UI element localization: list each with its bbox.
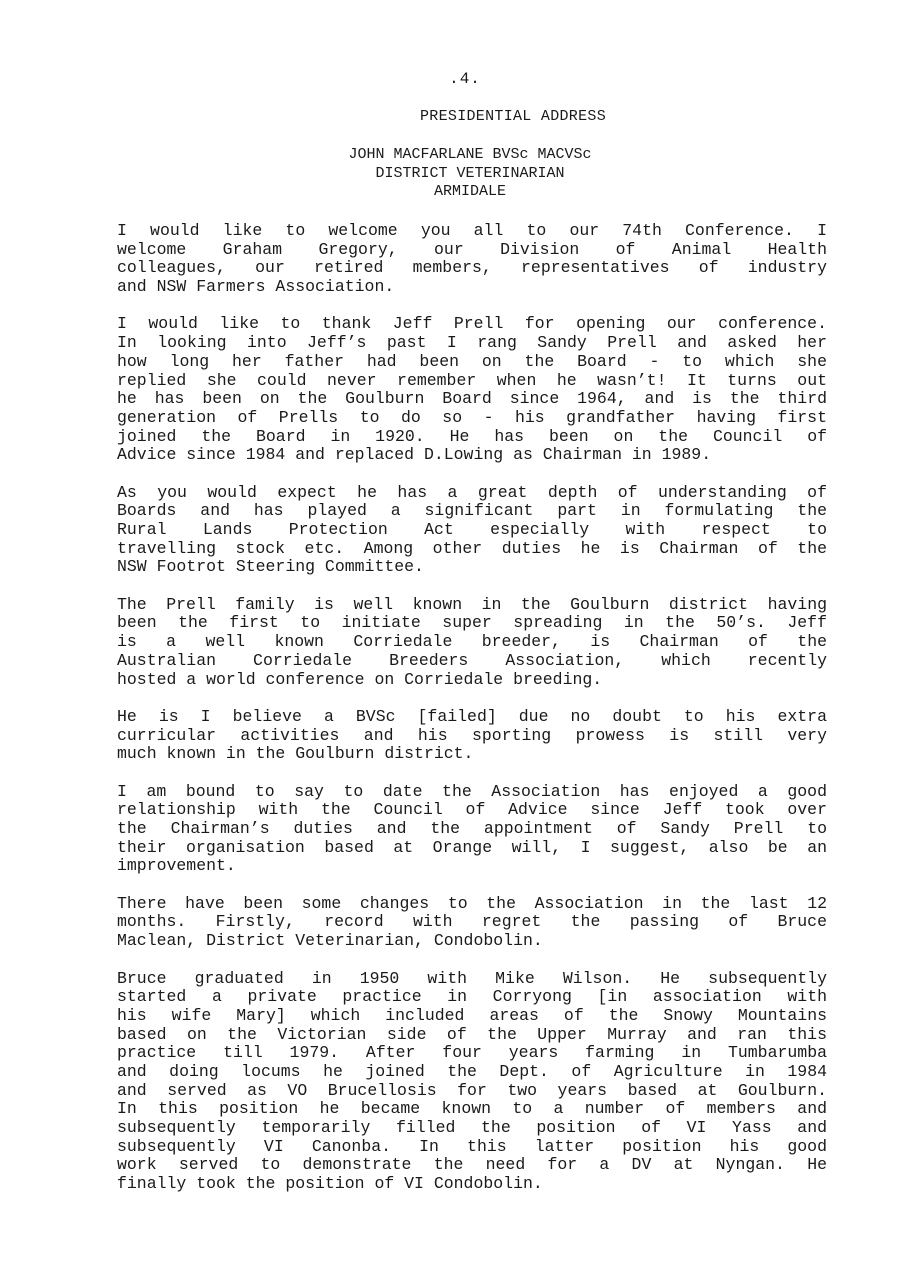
paragraph-line: the Chairman’s duties and the appointment of Sandy Prell to — [117, 819, 827, 838]
paragraph-line: much known in the Goulburn district. — [117, 744, 474, 764]
paragraph-line: As you would expect he has a great depth of understanding of — [117, 482, 827, 502]
paragraph — [117, 895, 827, 951]
paragraph-line: NSW Footrot Steering Committee. — [117, 557, 424, 577]
paragraph — [117, 222, 827, 297]
paragraph-line: relationship with the Council of Advice since Jeff took over — [117, 800, 827, 820]
paragraph-line: colleagues, our retired members, representatives of industry — [117, 258, 827, 278]
paragraph-line: Bruce graduated in 1950 with Mike Wilson. He subsequently — [117, 968, 827, 988]
paragraph — [117, 783, 827, 876]
paragraph-line: been the first to initiate super spreading in the 50’s. Jeff — [117, 613, 827, 633]
paragraph-line: joined the Board in 1920. He has been on the Council of — [117, 426, 827, 446]
paragraph-line: generation of Prells to do so - his grandfather having first — [117, 407, 827, 427]
paragraph-line: started a private practice in Corryong [in association with — [117, 987, 827, 1007]
author-location: ARMIDALE — [433, 183, 506, 200]
paragraph-line: welcome Graham Gregory, our Division of Animal Health — [117, 239, 827, 259]
paragraph-line: and NSW Farmers Association. — [117, 277, 395, 297]
paragraph-line: subsequently VI Canonba. In this latter position his good — [117, 1136, 827, 1156]
paragraph-line: I am bound to say to date the Association has enjoyed a good — [117, 781, 827, 801]
document-heading: PRESIDENTIAL ADDRESS — [419, 108, 607, 125]
paragraph-line: subsequently temporarily filled the position of VI Yass and — [117, 1118, 827, 1137]
paragraph-line: replied she could never remember when he wasn’t! It turns out — [117, 370, 827, 390]
address-body — [117, 222, 827, 1212]
paragraph-line: improvement. — [117, 856, 236, 876]
page-number: .4. — [449, 70, 481, 88]
paragraph-line: He is I believe a BVSc [failed] due no doubt to his extra — [117, 706, 827, 726]
author-position: DISTRICT VETERINARIAN — [375, 164, 565, 182]
paragraph-line: is a well known Corriedale breeder, is Chairman of the — [117, 632, 827, 652]
paragraph-line: months. Firstly, record with regret the passing of Bruce — [117, 912, 827, 932]
paragraph-line: Advice since 1984 and replaced D.Lowing as Chairman in 1989. — [117, 445, 712, 465]
author-name: JOHN MACFARLANE BVSc MACVSc — [348, 146, 592, 163]
paragraph-line: The Prell family is well known in the Goulburn district having — [117, 594, 827, 614]
paragraph-line: how long her father had been on the Board - to which she — [117, 351, 827, 371]
paragraph-line: and doing locums he joined the Dept. of Agriculture in 1984 — [117, 1061, 827, 1081]
paragraph-line: hosted a world conference on Corriedale breeding. — [117, 669, 603, 689]
paragraph-line: their organisation based at Orange will, I suggest, also be an — [117, 837, 827, 857]
paragraph-line: based on the Victorian side of the Upper Murray and ran this — [117, 1024, 827, 1044]
paragraph-line: There have been some changes to the Association in the last 12 — [117, 893, 827, 913]
paragraph-line: I would like to thank Jeff Prell for opening our conference. — [117, 314, 827, 334]
paragraph-line: Maclean, District Veterinarian, Condobolin. — [117, 931, 543, 951]
paragraph-line: Rural Lands Protection Act especially with respect to — [117, 520, 827, 539]
paragraph-line: practice till 1979. After four years farming in Tumbarumba — [117, 1043, 827, 1063]
paragraph-line: curricular activities and his sporting prowess is still very — [117, 725, 827, 745]
paragraph-line: Boards and has played a significant part in formulating the — [117, 501, 827, 521]
paragraph-line: his wife Mary] which included areas of the Snowy Mountains — [117, 1005, 827, 1025]
paragraph-line: Australian Corriedale Breeders Association, which recently — [117, 650, 827, 670]
author-block — [0, 146, 900, 202]
paragraph-line: and served as VO Brucellosis for two years based at Goulburn. — [117, 1080, 827, 1100]
paragraph-line: finally took the position of VI Condobolin. — [117, 1174, 543, 1194]
paragraph — [117, 596, 827, 689]
paragraph-line: In this position he became known to a number of members and — [117, 1099, 827, 1119]
paragraph-line: I would like to welcome you all to our 74th Conference. I — [117, 221, 827, 240]
paragraph — [117, 970, 827, 1194]
paragraph-line: work served to demonstrate the need for a DV at Nyngan. He — [117, 1155, 827, 1175]
paragraph — [117, 484, 827, 577]
paragraph-line: In looking into Jeff’s past I rang Sandy Prell and asked her — [117, 333, 827, 353]
paragraph — [117, 708, 827, 764]
paragraph-line: he has been on the Goulburn Board since 1964, and is the third — [117, 389, 827, 409]
paragraph — [117, 315, 827, 465]
paragraph-line: travelling stock etc. Among other duties he is Chairman of the — [117, 538, 827, 558]
